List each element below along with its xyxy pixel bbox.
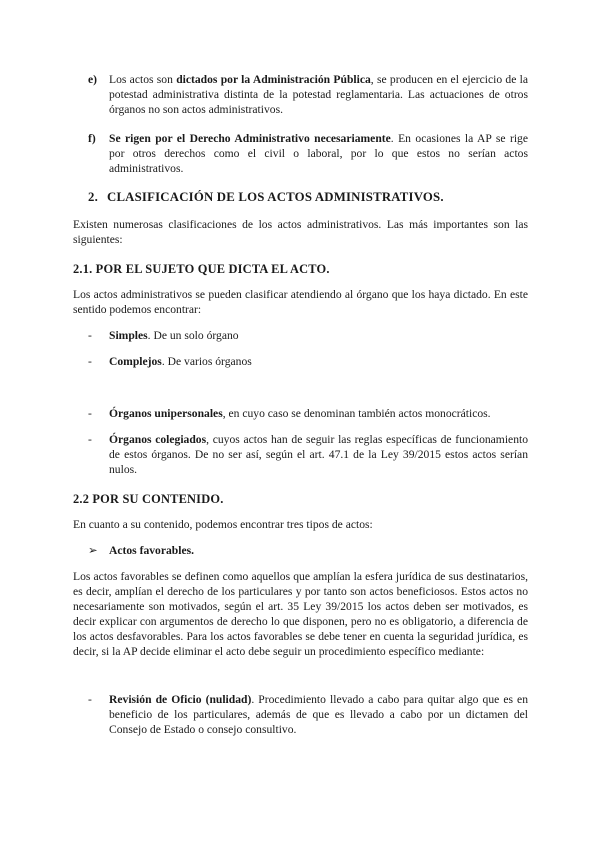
bullet-label: Actos favorables. <box>109 544 195 557</box>
text-run: , cuyos actos han de seguir las reglas específicas de funcionamiento de estos órganos. De no ser así, según el art. 47.1 de la Ley 39/2015 estos actos serían nulos. <box>109 433 529 476</box>
list-item-favorables <box>88 543 528 558</box>
text-run: , en cuyo caso se denominan también actos monocráticos. <box>222 407 491 420</box>
list-marker: e) <box>88 73 98 86</box>
text-run: . De un solo órgano <box>147 329 239 342</box>
list-item-complejos <box>88 354 528 369</box>
arrow-bullet-icon: ➢ <box>88 544 98 557</box>
bold-phrase: Simples <box>109 329 148 342</box>
subsection-heading-2-2: 2.2 POR SU CONTENIDO. <box>73 492 224 506</box>
list-item-text <box>109 432 528 477</box>
list-item-text <box>109 354 528 369</box>
list-item-revision <box>88 692 528 737</box>
section-title: CLASIFICACIÓN DE LOS ACTOS ADMINISTRATIVOS. <box>107 190 444 204</box>
list-item-text <box>109 328 528 343</box>
subsection-paragraph: En cuanto a su contenido, podemos encontrar tres tipos de actos: <box>73 518 373 531</box>
list-item-text <box>109 72 528 117</box>
favorables-paragraph: Los actos favorables se definen como aquellos que amplían la esfera jurídica de sus destinatarios, es decir, amplían el derecho de los particulares y por tanto son actos beneficiosos. Estos actos no necesariamente son motivados, según el art. 35 Ley 39/2015 los actos deben ser motivados, es decir explicar con argumentos de derecho lo que disponen, pero no es obligatorio, a diferencia de los actos desfavorables. Para los actos favorables se debe tener en cuenta la seguridad jurídica, es decir, si la AP decide eliminar el acto debe seguir un procedimiento específico mediante: <box>73 570 528 658</box>
list-item-text <box>109 692 528 737</box>
list-item-f <box>88 131 528 176</box>
text-run: , se producen en el ejercicio de la potestad administrativa distinta de la potestad reglamentaria. Las actuaciones de otros órganos no son actos administrativos. <box>109 73 528 116</box>
bold-phrase: Órganos colegiados <box>109 433 207 446</box>
list-item-unipersonales <box>88 406 528 421</box>
text-run: . En ocasiones la AP se rige por otros derechos como el civil o laboral, por lo que estos no serían actos administrativos. <box>109 132 528 175</box>
list-item-colegiados <box>88 432 528 477</box>
text-run: . Procedimiento llevado a cabo para quitar algo que es en beneficio de los particulares, además de que es llevado a cabo por un dictamen del Consejo de Estado o consejo consultivo. <box>109 693 528 736</box>
text-run: Los actos son <box>109 73 177 86</box>
intro-paragraph: Existen numerosas clasificaciones de los actos administrativos. Las más importantes son las siguientes: <box>73 218 528 246</box>
bold-phrase: Revisión de Oficio (nulidad) <box>109 693 252 706</box>
dash-marker: - <box>88 433 92 446</box>
dash-marker: - <box>88 355 92 368</box>
list-item-text <box>109 131 528 176</box>
section-number: 2. <box>88 190 98 204</box>
section-heading <box>88 189 444 205</box>
text-run: . De varios órganos <box>161 355 252 368</box>
list-item-e <box>88 72 528 117</box>
dash-marker: - <box>88 407 92 420</box>
list-item-simples <box>88 328 528 343</box>
dash-marker: - <box>88 693 92 706</box>
list-item-text <box>109 406 528 421</box>
bold-phrase: dictados por la Administración Pública <box>176 73 371 86</box>
bold-phrase: Complejos <box>109 355 162 368</box>
list-marker: f) <box>88 132 96 145</box>
bold-phrase: Se rigen por el Derecho Administrativo necesariamente <box>109 132 391 145</box>
dash-marker: - <box>88 329 92 342</box>
subsection-paragraph: Los actos administrativos se pueden clasificar atendiendo al órgano que los haya dictado. En este sentido podemos encontrar: <box>73 288 528 316</box>
bold-phrase: Órganos unipersonales <box>109 407 223 420</box>
subsection-heading-2-1: 2.1. POR EL SUJETO QUE DICTA EL ACTO. <box>73 262 330 276</box>
